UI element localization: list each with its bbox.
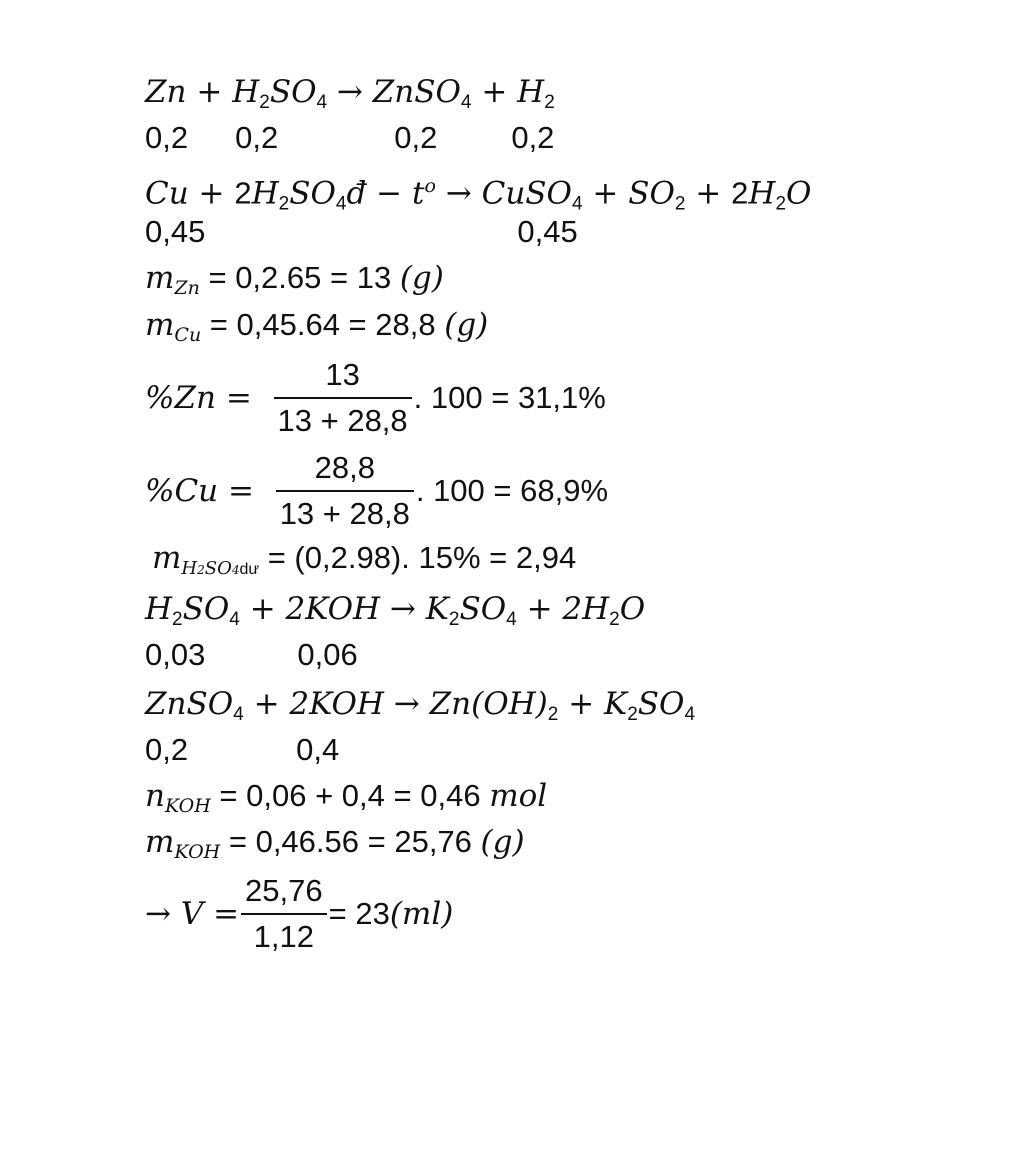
subscript: 4 — [335, 193, 347, 215]
variable: n — [145, 778, 165, 814]
label: → V = — [145, 896, 240, 932]
subscript: 4 — [316, 92, 328, 113]
reactant-h2so4-part: SO — [289, 175, 336, 212]
mole-value: 0,03 — [145, 637, 206, 672]
subscript: 2 — [259, 92, 270, 113]
product-h2o-part: O — [619, 591, 646, 627]
subscript: 4 — [684, 704, 696, 725]
mole-value: 0,2 — [145, 120, 189, 155]
fraction — [274, 353, 412, 443]
moles-row-3 — [145, 635, 358, 675]
numerator: 28,8 — [276, 446, 414, 492]
subscript: 2 — [674, 193, 686, 215]
variable: m — [152, 540, 182, 576]
variable: m — [145, 260, 175, 296]
equation-zn-h2so4: $Zn + H_2SO_4$ → ZnSO$_4$ + $H_2$ — [145, 74, 555, 113]
denominator: 13 + 28,8 — [277, 403, 408, 438]
reactant-koh: 2KOH — [289, 686, 384, 722]
label: %Cu — [145, 473, 219, 509]
reactant-znso4: ZnSO — [145, 686, 234, 722]
reactant-h2so4: H — [251, 175, 279, 212]
unit: (g) — [399, 260, 444, 296]
mass-zn-line — [145, 258, 444, 298]
reactant-h2so4-part: SO — [269, 74, 317, 110]
equation-znso4-koh: ZnSO$_4$ + $2KOH \to Zn(OH)_2 + K_2SO_4$ — [145, 686, 696, 725]
expression: = 0,2.65 = 13 — [199, 260, 400, 295]
moles-row-1 — [145, 118, 554, 158]
reactant-cu: Cu — [145, 175, 189, 212]
product-k2so4: K — [604, 686, 628, 722]
subscript: KOH — [164, 795, 211, 817]
product-h2o: 2H — [562, 591, 610, 627]
mole-value: 0,2 — [145, 732, 189, 767]
degree-superscript: o — [424, 175, 436, 197]
mole-value: 0,2 — [235, 120, 279, 155]
subscript: 2 — [172, 609, 183, 630]
mass-koh-line — [145, 822, 525, 862]
mass-h2so4-excess-line — [152, 538, 576, 578]
subscript: 2 — [544, 92, 555, 113]
result: . 100 = 31,1% — [413, 380, 606, 415]
expression: = 0,46.56 = 25,76 — [220, 824, 481, 859]
reactant-zn: Zn — [145, 74, 187, 110]
subscript: 4 — [229, 609, 240, 630]
unit: (g) — [480, 824, 525, 860]
reaction-condition: đ − t — [346, 175, 425, 212]
reactant-h2so4-part: SO — [182, 591, 230, 627]
subscript: 4 — [233, 704, 244, 725]
subscript: 2 — [547, 704, 559, 725]
product-cuso4: CuSO — [481, 175, 572, 212]
product-k2so4-part: SO — [637, 686, 685, 722]
denominator: 1,12 — [253, 919, 314, 954]
mole-value: 0,2 — [394, 120, 438, 155]
product-k2so4: K — [425, 591, 449, 627]
product-h2o: H — [748, 175, 776, 212]
equation-cu-h2so4: $Cu + 2H_2SO_4đ - t^o$ → CuSO$_4$ + $SO_2 + 2H_2O$ — [145, 175, 812, 215]
subscript: 2 — [278, 193, 290, 215]
subscript: 2 — [775, 193, 787, 215]
label: %Zn — [145, 380, 216, 416]
subscript: 4 — [506, 609, 517, 630]
reactant-h2so4: H — [145, 591, 173, 627]
subscript: Cu — [174, 324, 202, 346]
moles-row-4 — [145, 730, 339, 770]
denominator: 13 + 28,8 — [279, 496, 410, 531]
unit: (ml) — [389, 896, 454, 932]
product-so2: SO — [628, 175, 675, 212]
variable: m — [145, 824, 175, 860]
subscript: 4 — [460, 92, 472, 113]
subscript: 2 — [627, 704, 638, 725]
coefficient: 2 — [731, 175, 749, 211]
subscript: Zn — [174, 277, 200, 299]
mole-value: 0,45 — [517, 214, 578, 249]
unit: mol — [489, 778, 548, 814]
subscript: 2 — [448, 609, 460, 630]
percent-zn-line: %Zn = $\frac{13}{13 + 28,8}$ . 100 = 31,1% — [145, 352, 606, 444]
product-k2so4-part: SO — [459, 591, 507, 627]
mass-cu-line — [145, 305, 488, 345]
unit: (g) — [444, 307, 489, 343]
subscript: 4 — [231, 563, 240, 577]
numerator: 13 — [274, 353, 412, 399]
expression: = 0,45.64 = 28,8 — [201, 307, 445, 342]
subscript: KOH — [174, 841, 221, 863]
product-h2o-part: O — [786, 175, 812, 212]
variable: m — [145, 307, 175, 343]
reactant-h2so4: H — [232, 74, 260, 110]
expression: = 0,06 + 0,4 = 0,46 — [210, 778, 490, 813]
result: = 23 — [328, 896, 390, 931]
moles-row-2 — [145, 212, 578, 252]
mole-value: 0,06 — [297, 637, 358, 672]
equation-h2so4-koh: $H_2SO_4 + 2KOH \to K_2SO_4 + 2H_2O$ — [145, 591, 646, 630]
subscript: 2 — [609, 609, 620, 630]
subscript: H — [181, 558, 198, 579]
product-h2: H — [517, 74, 545, 110]
expression: = (0,2.98). 15% = 2,94 — [259, 540, 577, 575]
reactant-koh: 2KOH — [285, 591, 381, 627]
fraction — [241, 869, 327, 959]
product-znso4: ZnSO — [372, 74, 461, 110]
subscript: 4 — [571, 193, 583, 215]
coefficient: 2 — [234, 175, 252, 211]
subscript: SO — [204, 558, 232, 579]
fraction — [276, 446, 414, 536]
mole-value: 0,4 — [296, 732, 340, 767]
numerator: 25,76 — [241, 869, 327, 915]
result: . 100 = 68,9% — [415, 473, 609, 508]
product-zn-oh-2: Zn(OH) — [429, 686, 548, 722]
subscript: dư — [239, 561, 260, 578]
volume-line — [145, 868, 453, 960]
mole-value: 0,2 — [511, 120, 555, 155]
subscript: 2 — [197, 563, 205, 577]
mole-value: 0,45 — [145, 214, 206, 249]
moles-koh-line — [145, 776, 547, 816]
percent-cu-line: %Cu = $\frac{28,8}{13 + 28,8}$ . 100 = 68,9% — [145, 445, 608, 537]
